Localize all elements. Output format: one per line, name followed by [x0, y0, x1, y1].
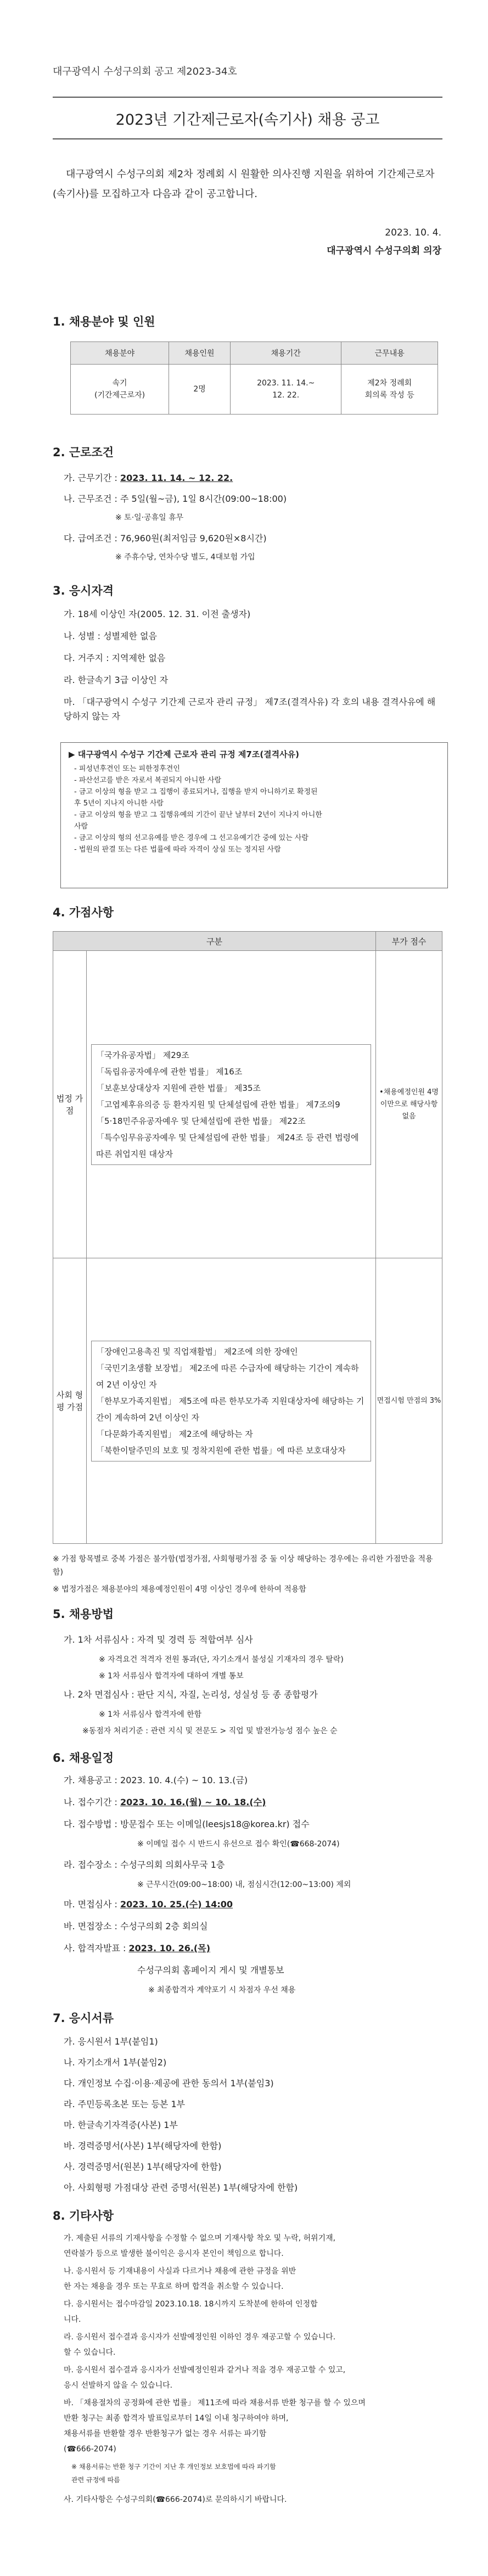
- box-item: - 파산선고를 받은 자로서 복권되지 아니한 사람: [74, 776, 222, 785]
- table-cell: [71, 365, 169, 415]
- misc-item: 라. 응시원서 접수결과 응시자가 선발예정인원 이하인 경우 재공고할 수 있습니다.: [64, 2333, 336, 2342]
- section-title: 6. 채용일정: [53, 1751, 114, 1765]
- cell-text: 12. 22.: [272, 391, 300, 400]
- misc-item: 마. 응시원서 접수결과 응시자가 선발예정인원과 같거나 적을 경우 재공고할 수 있고,: [64, 2366, 346, 2375]
- doc-item: 나. 자기소개서 1부(붙임2): [64, 2057, 167, 2068]
- bonus-table: [53, 931, 442, 1544]
- notice-number: 대구광역시 수성구의회 공고 제2023-34호: [53, 66, 237, 77]
- misc-item: 가. 제출된 서류의 기재사항을 수정할 수 없으며 기재사항 착오 및 누락, 허위기재,: [64, 2234, 336, 2243]
- group-label: 사회 형평 가점: [53, 1258, 87, 1544]
- schedule-item: 다. 접수방법 : 방문접수 또는 이메일(leesjs18@korea.kr) 접수: [64, 1819, 310, 1829]
- box-title: ▶ 대구광역시 수성구 기간제 근로자 관리 규정 제7조(결격사유): [69, 749, 300, 759]
- doc-item: 바. 경력증명서(사본) 1부(해당자에 한함): [64, 2141, 222, 2151]
- law-item: 「국가유공자법」 제29조: [96, 1050, 189, 1060]
- section-title: 4. 가점사항: [53, 906, 114, 919]
- schedule-note: 수성구의회 홈페이지 게시 및 개별통보: [137, 1965, 284, 1975]
- misc-item: (☎666-2074): [64, 2445, 116, 2454]
- law-list: [91, 1044, 371, 1165]
- intro-paragraph: 대구광역시 수성구의회 제2차 정례회 시 원활한 의사진행 지원을 위하여 기간제근로자(속기사)를 모집하고자 다음과 같이 공고합니다.: [53, 169, 435, 200]
- group-label: 법정 가점: [53, 951, 87, 1258]
- work-pay-note: ※ 주휴수당, 연차수당 별도, 4대보험 가입: [115, 553, 255, 562]
- label: 가. 근무기간 :: [64, 473, 121, 483]
- period-value: 2023. 11. 14. ~ 12. 22.: [120, 473, 233, 483]
- doc-item: 다. 개인정보 수집·이용·제공에 관한 동의서 1부(붙임3): [64, 2078, 274, 2088]
- misc-item: 할 수 있습니다.: [64, 2348, 116, 2357]
- box-item: 사람: [74, 822, 88, 831]
- label: 사. 합격자발표 :: [64, 1943, 129, 1953]
- work-hours: 나. 근무조건 : 주 5일(월~금), 1일 8시간(09:00~18:00): [64, 494, 287, 504]
- law-item: 「한부모가족지원법」 제5조에 따른 한부모가족 지원대상자에 해당하는 기간이 계속하여 2년 이상인 자: [96, 1396, 364, 1423]
- method-note: ※동점자 처리기준 : 관련 지식 및 전문도 > 직업 및 발전가능성 점수 높은 순: [82, 1727, 338, 1735]
- method-note: ※ 자격요건 적격자 전원 통과(단, 자기소개서 불성실 기재자의 경우 탈락): [99, 1655, 344, 1664]
- value: 2023. 10. 16.(월) ~ 10. 18.(수): [120, 1797, 266, 1807]
- schedule-item: [64, 1897, 233, 1912]
- value: 2023. 10. 25.(수) 14:00: [120, 1899, 233, 1909]
- doc-item: 라. 주민등록초본 또는 등본 1부: [64, 2099, 186, 2109]
- schedule-item: [64, 1941, 210, 1956]
- table-header: 채용분야: [71, 342, 169, 365]
- cell-text: 제2차 정례회: [367, 379, 412, 388]
- schedule-note: ※ 최종합격자 계약포기 시 차점자 우선 채용: [148, 1986, 296, 1995]
- schedule-item: 바. 면접장소 : 수성구의회 2층 회의실: [64, 1921, 208, 1931]
- schedule-note: ※ 근무시간(09:00~18:00) 내, 점심시간(12:00~13:00) 제외: [137, 1880, 351, 1889]
- doc-item: 마. 한글속기자격증(사본) 1부: [64, 2120, 178, 2130]
- misc-item: 반환 청구는 최종 합격자 발표일로부터 14일 이내 청구하여야 하며,: [64, 2414, 289, 2423]
- notice-title: 2023년 기간제근로자(속기사) 채용 공고: [53, 97, 442, 139]
- section-title: 2. 근로조건: [53, 446, 114, 459]
- box-item: - 금고 이상의 형을 받고 그 집행이 종료되거나, 집행을 받지 아니하기로 확정된: [74, 788, 318, 796]
- box-item: - 금고 이상의 형을 받고 그 집행유예의 기간이 끝난 날부터 2년이 지나지 아니한: [74, 811, 322, 819]
- work-pay: 다. 급여조건 : 76,960원(최저임금 9,620원×8시간): [64, 533, 267, 544]
- group-body: [87, 1258, 376, 1544]
- box-item: 후 5년이 지나지 아니한 사람: [74, 799, 164, 808]
- misc-item: 채용서류를 반환할 경우 반환청구가 없는 경우 서류는 파기함: [64, 2429, 267, 2438]
- law-item: 「5·18민주유공자예우 및 단체설립에 관한 법률」 제22조: [96, 1116, 306, 1126]
- method-note: ※ 1차 서류심사 합격자에 한함: [99, 1710, 202, 1719]
- misc-item: 연락불가 등으로 발생한 불이익은 응시자 본인이 책임으로 합니다.: [64, 2249, 284, 2258]
- misc-item: 니다.: [64, 2315, 81, 2324]
- method-item: 가. 1차 서류심사 : 자격 및 경력 등 적합여부 심사: [64, 1634, 253, 1645]
- misc-item: 사. 기타사항은 수성구의회(☎666-2074)로 문의하시기 바랍니다.: [64, 2495, 287, 2504]
- group-points: 면접시험 만점의 3%: [376, 1258, 442, 1544]
- schedule-item: [64, 1795, 266, 1810]
- doc-item: 가. 응시원서 1부(붙임1): [64, 2036, 158, 2047]
- table-header: 부가 점수: [376, 932, 442, 951]
- misc-note: 관련 규정에 따름: [71, 2476, 120, 2484]
- law-item: 「보훈보상대상자 지원에 관한 법률」 제35조: [96, 1083, 261, 1093]
- table-header: 근무내용: [341, 342, 438, 365]
- law-item: 「장애인고용촉진 및 직업재활법」 제2조에 의한 장애인: [96, 1346, 298, 1357]
- schedule-item: 가. 채용공고 : 2023. 10. 4.(수) ~ 10. 13.(금): [64, 1775, 248, 1785]
- qualify-item: 가. 18세 이상인 자(2005. 12. 31. 이전 출생자): [64, 609, 251, 619]
- value: 2023. 10. 26.(목): [128, 1943, 211, 1953]
- table-header: 구분: [53, 932, 376, 951]
- recruit-table: [70, 341, 438, 415]
- notice-date: 2023. 10. 4.: [385, 227, 441, 238]
- misc-item: 바. 「채용절차의 공정화에 관한 법률」 제11조에 따라 채용서류 반환 청구를 할 수 있으며: [64, 2399, 366, 2407]
- misc-item: 한 자는 채용을 경우 또는 무효로 하며 합격을 취소할 수 있습니다.: [64, 2282, 284, 2291]
- table-header: 채용기간: [230, 342, 341, 365]
- misc-item: 나. 응시원서 등 기재내용이 사실과 다르거나 채용에 관한 규정을 위반: [64, 2267, 296, 2276]
- schedule-item: 라. 접수장소 : 수성구의회 의회사무국 1층: [64, 1860, 225, 1870]
- law-item: 「다문화가족지원법」 제2조에 해당하는 자: [96, 1429, 253, 1439]
- bonus-note: ※ 법정가점은 채용분야의 채용예정인원이 4명 이상인 경우에 한하여 적용함: [53, 1585, 306, 1594]
- law-list: [91, 1341, 371, 1461]
- schedule-note: ※ 이메일 접수 시 반드시 유선으로 접수 확인(☎668-2074): [137, 1840, 340, 1849]
- misc-note: ※ 채용서류는 반환 청구 기간이 지난 후 개인정보 보호법에 따라 파기함: [71, 2463, 276, 2471]
- cell-text: (기간제근로자): [94, 391, 145, 400]
- section-title: 3. 응시자격: [53, 584, 114, 597]
- misc-item: 다. 응시원서는 접수마감일 2023.10.18. 18시까지 도착분에 한하여 인정합: [64, 2300, 318, 2309]
- law-item: 「국민기초생활 보장법」 제2조에 따른 수급자에 해당하는 기간이 계속하여 2년 이상인 자: [96, 1363, 359, 1390]
- doc-item: 아. 사회형평 가점대상 관련 증명서(원본) 1부(해당자에 한함): [64, 2182, 298, 2193]
- table-cell: [230, 365, 341, 415]
- qualify-item: 라. 한글속기 3급 이상인 자: [64, 675, 169, 685]
- cell-text: 2023. 11. 14.~: [257, 379, 315, 388]
- work-hours-note: ※ 토·일·공휴일 휴무: [115, 513, 184, 522]
- work-period: [64, 471, 233, 485]
- law-item: 「고엽제후유의증 등 환자지원 및 단체설립에 관한 법률」 제7조의9: [96, 1099, 340, 1110]
- section-title: 7. 응시서류: [53, 2012, 114, 2025]
- cell-text: 회의록 작성 등: [364, 391, 414, 400]
- bonus-note: ※ 가점 항목별로 중복 가점은 불가함(법정가점, 사회형평가점 중 둘 이상 해당하는 경우에는 유리한 가점만을 적용함): [53, 1555, 433, 1577]
- table-header: 채용인원: [169, 342, 231, 365]
- misc-item: 응시 선발하지 않을 수 있습니다.: [64, 2381, 173, 2390]
- section-title: 1. 채용분야 및 인원: [53, 315, 155, 328]
- issuer: 대구광역시 수성구의회 의장: [327, 245, 441, 256]
- group-points: •채용예정인원 4명 이만으로 해당사항 없음: [376, 951, 442, 1258]
- box-item: - 법원의 판결 또는 다른 법률에 따라 자격이 상실 또는 정지된 사람: [74, 845, 281, 854]
- method-note: ※ 1차 서류심사 합격자에 대하여 개별 통보: [99, 1672, 244, 1681]
- group-body: [87, 951, 376, 1258]
- law-item: 「특수임무유공자예우 및 단체설립에 관한 법률」 제24조 등 관련 법령에 따른 취업지원 대상자: [96, 1132, 359, 1159]
- disqualification-box: [60, 742, 448, 888]
- label: 마. 면접심사 :: [64, 1899, 121, 1909]
- date-block: [327, 224, 441, 260]
- law-item: 「독립유공자예우에 관한 법률」 제16조: [96, 1066, 243, 1077]
- qualify-item: 나. 성별 : 성별제한 없음: [64, 631, 157, 641]
- table-cell: [341, 365, 438, 415]
- section-title: 8. 기타사항: [53, 2209, 114, 2222]
- label: 나. 접수기간 :: [64, 1797, 121, 1807]
- doc-item: 사. 경력증명서(원본) 1부(해당자에 한함): [64, 2161, 222, 2172]
- box-item: - 금고 이상의 형의 선고유예를 받은 경우에 그 선고유예기간 중에 있는 사람: [74, 834, 308, 842]
- section-title: 5. 채용방법: [53, 1608, 114, 1621]
- law-item: 「북한이탈주민의 보호 및 정착지원에 관한 법률」에 따른 보호대상자: [96, 1445, 346, 1455]
- method-item: 나. 2차 면접심사 : 판단 지식, 자질, 논리성, 성실성 등 종 종합평가: [64, 1689, 318, 1700]
- cell-text: 속기: [112, 379, 127, 388]
- box-item: - 피성년후견인 또는 피한정후견인: [74, 765, 180, 773]
- table-cell: 2명: [169, 365, 231, 415]
- qualify-item: 다. 거주지 : 지역제한 없음: [64, 653, 166, 663]
- qualify-item: 마. 「대구광역시 수성구 기간제 근로자 관리 규정」 제7조(결격사유) 각 호의 내용 결격사유에 해당하지 않는 자: [64, 697, 436, 721]
